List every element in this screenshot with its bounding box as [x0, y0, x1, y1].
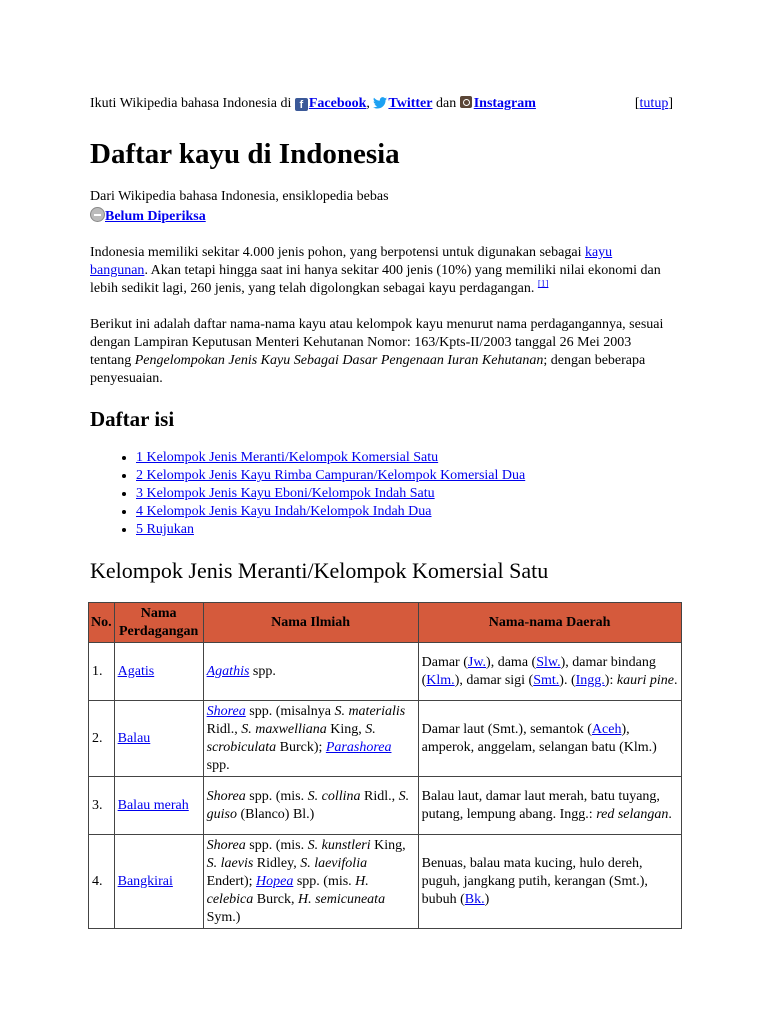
twitter-icon	[373, 97, 387, 109]
header-trade-name: Nama Perdagangan	[114, 603, 203, 643]
abbr-link[interactable]: Klm.	[426, 672, 455, 688]
row-number: 3.	[89, 777, 115, 835]
trade-name-link[interactable]: Balau merah	[117, 797, 189, 813]
kayu-bangunan-link[interactable]: kayu bangunan	[90, 245, 613, 278]
table-of-contents	[90, 449, 525, 539]
toc-heading: Daftar isi	[90, 407, 175, 431]
follow-banner: Ikuti Wikipedia bahasa Indonesia di f Facebook, Twitter dan Instagram [tutup]	[90, 96, 673, 111]
toc-link-5[interactable]: 5 Rujukan	[136, 522, 194, 537]
trade-name-cell	[114, 835, 203, 929]
facebook-link[interactable]: Facebook	[308, 96, 367, 111]
abbr-link[interactable]: Ingg.	[575, 672, 605, 688]
header-no: No.	[89, 603, 115, 643]
regional-names-cell: Benuas, balau mata kucing, hulo dereh, puguh, jangkang putih, kerangan (Smt.), bubuh (Bk.)	[418, 835, 681, 929]
site-tagline: Dari Wikipedia bahasa Indonesia, ensiklopedia bebas	[90, 189, 389, 204]
abbr-link[interactable]: Jw.	[467, 654, 487, 670]
row-number: 1.	[89, 643, 115, 701]
toc-item	[136, 485, 525, 503]
header-scientific-name: Nama Ilmiah	[203, 603, 418, 643]
trade-name-link[interactable]: Agatis	[117, 663, 155, 679]
page-title: Daftar kayu di Indonesia	[90, 138, 400, 170]
scientific-name-cell: Shorea spp. (mis. S. collina Ridl., S. guiso (Blanco) Bl.)	[203, 777, 418, 835]
table-row	[89, 835, 682, 929]
genus-link[interactable]: Parashorea	[325, 739, 392, 755]
table-row	[89, 643, 682, 701]
intro-paragraph: Indonesia memiliki sekitar 4.000 jenis pohon, yang berpotensi untuk digunakan sebagai kayu bangunan. Akan tetapi hingga saat ini hanya sekitar 400 jenis (10%) yang memiliki nilai ekonomi dan lebih sedikit lagi, 260 jenis, yang telah digolongkan sebagai kayu perdagangan. [1]	[90, 245, 661, 296]
genus-link[interactable]: Hopea	[256, 873, 294, 889]
genus-link[interactable]: Agathis	[206, 663, 250, 679]
trade-name-cell	[114, 701, 203, 777]
abbr-link[interactable]: Bk.	[464, 891, 485, 907]
table-row	[89, 701, 682, 777]
review-status-link[interactable]: Belum Diperiksa	[105, 209, 206, 224]
abbr-link[interactable]: Slw.	[536, 654, 561, 670]
table-row	[89, 777, 682, 835]
toc-link-3[interactable]: 3 Kelompok Jenis Kayu Eboni/Kelompok Indah Satu	[136, 486, 435, 501]
scientific-name-cell: Shorea spp. (mis. S. kunstleri King, S. laevis Ridley, S. laevifolia Endert); Hopea spp. (mis. H. celebica Burck, H. semicuneata Sym.)	[203, 835, 418, 929]
unreviewed-icon	[90, 207, 105, 222]
scientific-name-cell: Shorea spp. (misalnya S. materialis Ridl., S. maxwelliana King, S. scrobiculata Burck); Parashorea spp.	[203, 701, 418, 777]
instagram-link[interactable]: Instagram	[473, 96, 536, 111]
twitter-link[interactable]: Twitter	[388, 96, 433, 111]
row-number: 2.	[89, 701, 115, 777]
close-notice: [tutup]	[634, 96, 673, 111]
toc-item	[136, 521, 525, 539]
trade-name-cell	[114, 643, 203, 701]
list-description-paragraph: Berikut ini adalah daftar nama-nama kayu atau kelompok kayu menurut nama perdagangannya, sesuai dengan Lampiran Keputusan Menteri Kehutanan Nomor: 163/Kpts-II/2003 tanggal 26 Mei 2003 tentang Pengelompokan Jenis Kayu Sebagai Dasar Pengenaan Iuran Kehutanan; dengan beberapa penyesuaian.	[90, 317, 664, 386]
abbr-link[interactable]: Smt.	[533, 672, 560, 688]
toc-item	[136, 449, 525, 467]
regional-names-cell: Damar laut (Smt.), semantok (Aceh), amperok, anggelam, selangan batu (Klm.)	[418, 701, 681, 777]
scientific-name-cell: Agathis spp.	[203, 643, 418, 701]
toc-item	[136, 467, 525, 485]
table-header-row	[89, 603, 682, 643]
instagram-icon	[460, 96, 472, 108]
reference-1-link[interactable]: [1]	[537, 278, 549, 289]
toc-link-4[interactable]: 4 Kelompok Jenis Kayu Indah/Kelompok Indah Dua	[136, 504, 432, 519]
follow-text: Ikuti Wikipedia bahasa Indonesia di	[90, 96, 292, 111]
toc-link-1[interactable]: 1 Kelompok Jenis Meranti/Kelompok Komersial Satu	[136, 450, 439, 465]
row-number: 4.	[89, 835, 115, 929]
toc-link-2[interactable]: 2 Kelompok Jenis Kayu Rimba Campuran/Kelompok Komersial Dua	[136, 468, 526, 483]
wood-table	[88, 602, 682, 929]
toc-item	[136, 503, 525, 521]
header-regional-names: Nama-nama Daerah	[418, 603, 681, 643]
trade-name-link[interactable]: Balau	[117, 730, 151, 746]
regional-names-cell: Balau laut, damar laut merah, batu tuyang, putang, lempung abang. Ingg.: red selangan.	[418, 777, 681, 835]
aceh-link[interactable]: Aceh	[591, 721, 622, 737]
trade-name-cell	[114, 777, 203, 835]
regional-names-cell: Damar (Jw.), dama (Slw.), damar bindang (Klm.), damar sigi (Smt.). (Ingg.): kauri pine.	[418, 643, 681, 701]
genus-link[interactable]: Shorea	[206, 703, 246, 719]
facebook-icon: f	[295, 98, 308, 111]
review-status	[90, 207, 206, 226]
close-link[interactable]: tutup	[639, 96, 669, 111]
section-heading-meranti: Kelompok Jenis Meranti/Kelompok Komersial Satu	[90, 558, 549, 583]
trade-name-link[interactable]: Bangkirai	[117, 873, 173, 889]
